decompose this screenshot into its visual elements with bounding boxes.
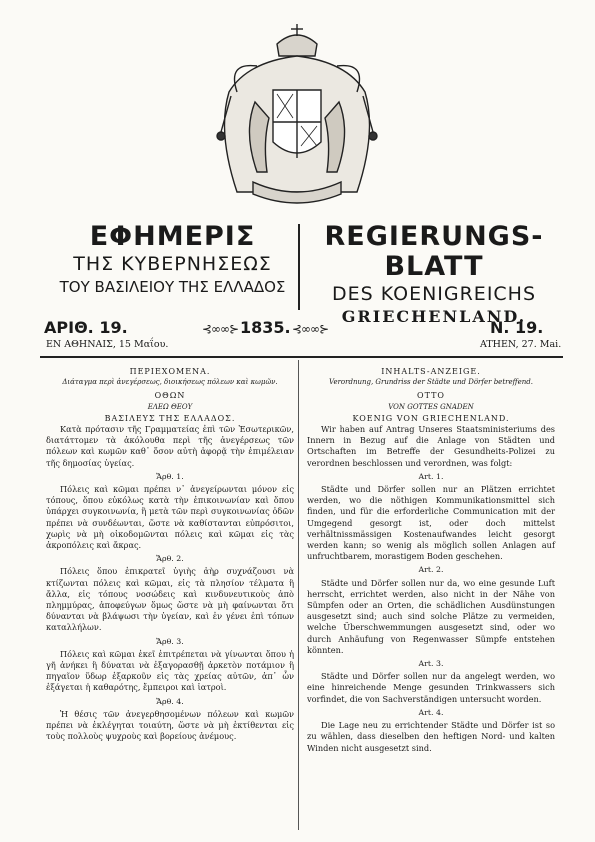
- german-date: ATHEN, 27. Mai.: [480, 339, 562, 350]
- german-decree-king: OTTO: [417, 391, 445, 401]
- greek-article-1-heading: Ἄρθ. 1.: [156, 471, 184, 481]
- greek-toc-text: Διάταγμα περὶ ἀνεγέρσεως, διοικήσεως πόλεων καὶ κωμῶν.: [62, 378, 278, 387]
- greek-column: [46, 366, 294, 743]
- german-article-2-text: Städte und Dörfer sollen nur da, wo eine gesunde Luft herrscht, errichtet werden, also nicht in der Nähe von Sümpfen oder an Orten, die schädlichen Ausdünstungen ausgesetzt sind; auch sind solche Plätze zu vermeiden, welche Überschwemmungen ausgesetzt sind, oder wo durch Anhäufung von Regenwasser Sümpfe entstehen könnten.: [307, 577, 555, 655]
- german-subtitle: DES KOENIGREICHS: [331, 283, 537, 305]
- header-rule: [40, 356, 563, 358]
- greek-decree-king: ΟΘΩΝ: [154, 391, 186, 401]
- german-title: REGIERUNGS-BLATT: [324, 221, 544, 282]
- greek-intro: Κατὰ πρότασιν τῆς Γραμματείας ἐπὶ τῶν Ἐσωτερικῶν, διατάττομεν τὰ ἀκόλουθα περὶ τῆς ἀνεγέρσεως τῶν πόλεων καὶ κωμῶν καθ᾽ ὅσον αὐτὴ ἀφορᾷ τὴν ἐπιμέλειαν τῆς δημοσίας ὑγείας.: [46, 424, 294, 468]
- ornament-right: ⊰∞∞⊱: [292, 322, 329, 336]
- german-decree-title: KOENIG VON GRIECHENLAND.: [352, 413, 510, 423]
- greek-kingdom: ΤΟΥ ΒΑΣΙΛΕΙΟΥ ΤΗΣ ΕΛΛΑΔΟΣ: [59, 278, 286, 296]
- german-article-3-text: Städte und Dörfer sollen nur da angelegt werden, wo eine hinreichende Menge gesunden Trinkwassers sich vorfindet, die von Sachverständigen untersucht worden.: [307, 671, 555, 704]
- german-intro: Wir haben auf Antrag Unseres Staatsministeriums des Innern in Bezug auf die Anlage von Städten und Ortschaften im Betreffe der Gesundheits-Polizei zu verordnen beschlossen und verordnen, was folgt:: [307, 424, 555, 468]
- greek-issue-number: ΑΡΙΘ. 19.: [44, 318, 128, 337]
- greek-article-2-heading: Ἄρθ. 2.: [156, 554, 184, 564]
- greek-article-3-text: Πόλεις καὶ κῶμαι ἐκεῖ ἐπιτρέπεται νὰ γίνωνται ὅπου ἡ γῆ ἀνήκει ἢ δύναται νὰ ἐξαγορασθῇ ἀρκετὸν ποτάμιον ἢ πηγαῖον ὕδωρ ἐξαρκοῦν εἰς τὰς χρείας αὐτῶν, ἀπ᾽ ὧν ἐξάγεται ἡ καθαρότης, ἔμπειροι καὶ ἰατροὶ.: [46, 648, 294, 693]
- greek-article-4-text: Ἡ θέσις τῶν ἀνεγερθησομένων πόλεων καὶ κωμῶν πρέπει νὰ ἐκλέγηται τοιαύτη, ὥστε νὰ μὴ ἐκτίθενται εἰς τοὺς πολλοὺς ψυχροὺς καὶ βορείους ἀνέμους.: [46, 708, 294, 742]
- german-article-2-heading: Art. 2.: [418, 565, 444, 575]
- greek-article-4-heading: Ἄρθ. 4.: [156, 696, 184, 706]
- german-article-4-heading: Art. 4.: [418, 707, 444, 717]
- german-article-1-heading: Art. 1.: [418, 471, 444, 481]
- greek-decree-title: ΒΑΣΙΛΕΥΣ ΤΗΣ ΕΛΛΑΔΟΣ.: [104, 413, 236, 423]
- greek-article-2-text: Πόλεις ὅπου ἐπικρατεῖ ὑγιὴς ἀὴρ συχνάζουσι νὰ κτίζωνται πόλεις καὶ κῶμαι, εἰς τὰ πλησίον τέλματα ἢ ἄλλα, εἰς τόπους νοσώδεις καὶ κινδυνευτικοὺς ἀπὸ πλημμύρας, ἀποφεύγων ὅμως ὥστε νὰ μὴ φαίνωνται ὅτι δύνανται νὰ βλάψωσι τὴν ὑγείαν, καὶ ἐν γένει ἐπὶ τόπων καταλλήλων.: [46, 566, 294, 633]
- german-kingdom: GRIECHENLAND.: [341, 307, 527, 326]
- german-article-4-text: Die Lage neu zu errichtender Städte und Dörfer ist so zu wählen, dass dieselben den heftigen Nord- und kalten Winden nicht ausgesetzt sind.: [307, 720, 555, 753]
- column-divider: [298, 360, 299, 830]
- greek-title: ΕΦΗΜΕΡΙΣ: [89, 221, 256, 252]
- greek-article-3-heading: Ἄρθ. 3.: [156, 636, 184, 646]
- german-toc-text: Verordnung, Grundriss der Städte und Dörfer betreffend.: [329, 378, 533, 387]
- german-article-3-heading: Art. 3.: [418, 659, 444, 669]
- german-toc-heading: INHALTS-ANZEIGE.: [381, 367, 481, 376]
- greek-date: ΕΝ ΑΘΗΝΑΙΣ, 15 Μαΐου.: [46, 339, 169, 350]
- german-issue-number: N. 19.: [490, 318, 544, 337]
- masthead-divider: [298, 224, 300, 310]
- greek-article-1-text: Πόλεις καὶ κῶμαι πρέπει ν᾽ ἀνεγείρωνται μόνον εἰς τόπους, ὅπου εὐκόλως κατὰ τὴν ἐπικοινωνίαν καὶ ὅπου ὑπάρχει συγκοινωνία, ἢ μετὰ τῶν περὶ συγκοινωνίας ὁδῶν πρέπει νὰ συνδέωνται, ὥστε νὰ καθίστανται εὐπρόσιτοι, χωρὶς νὰ μὴ οἰκοδομῶνται πόλεις καὶ κῶμαι εἰς τὰς ἀκροπόλεις καὶ ἄκρας.: [46, 484, 294, 551]
- greek-decree-grace: ΕΛΕΩ ΘΕΟΥ: [147, 402, 193, 411]
- german-article-1-text: Städte und Dörfer sollen nur an Plätzen errichtet werden, wo die nöthigen Kommunikationsmittel sich finden, und für die erforderliche Communication mit der Umgegend gesorgt ist, oder doch mittelst verhältnissmässigen Kostenaufwandes leicht gesorgt werden kann; so wenig als möglich sollen Anlagen auf unfruchtbarem, morastigem Boden geschehen.: [307, 484, 555, 562]
- german-column: [307, 366, 555, 754]
- masthead-german: [303, 222, 565, 328]
- greek-subtitle: ΤΗΣ ΚΥΒΕΡΝΗΣΕΩΣ: [73, 253, 272, 275]
- masthead-greek: [40, 222, 305, 298]
- issue-year: 1835.: [240, 318, 291, 337]
- greek-toc-heading: ΠΕΡΙΕΧΟΜΕΝΑ.: [129, 367, 211, 376]
- royal-coat-of-arms: [207, 22, 387, 214]
- german-decree-grace: VON GOTTES GNADEN: [388, 402, 474, 411]
- ornament-left: ⊰∞∞⊱: [202, 322, 239, 336]
